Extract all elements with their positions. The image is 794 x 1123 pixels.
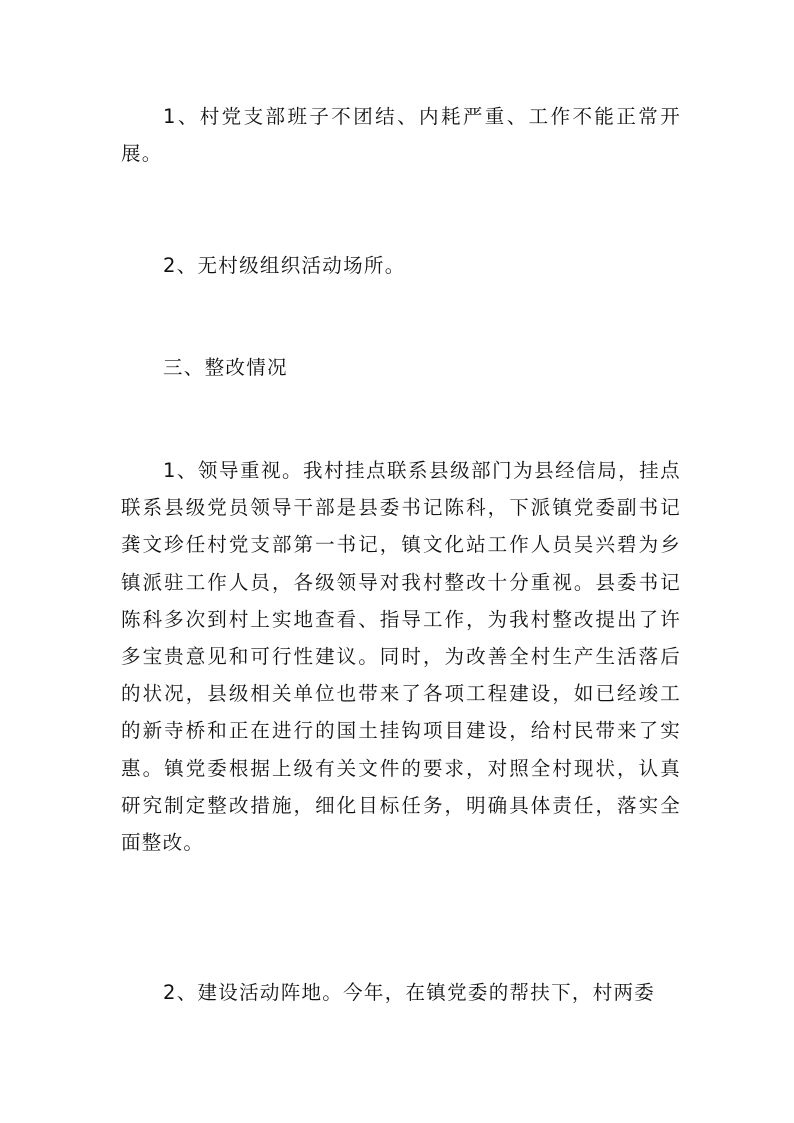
problem-item-2: 2、无村级组织活动场所。 bbox=[163, 254, 406, 277]
rectification-item-1: 1、领导重视。我村挂点联系县级部门为县经信局，挂点联系县级党员领导干部是县委书记陈科，下派镇党委副书记龚文珍任村党支部第一书记，镇文化站工作人员吴兴碧为乡镇派驻工作人员，各级领导对我村整改十分重视。县委书记陈科多次到村上实地查看、指导工作，为我村整改提出了许多宝贵意见和可行性建议。同时，为改善全村生产生活落后的状况，县级相关单位也带来了各项工程建设，如已经竣工的新寺桥和正在进行的国土挂钩项目建设，给村民带来了实惠。镇党委根据上级有关文件的要求，对照全村现状，认真研究制定整改措施，细化目标任务，明确具体责任，落实全面整改。 bbox=[121, 459, 681, 855]
problem-item-1: 1、村党支部班子不团结、内耗严重、工作不能正常开展。 bbox=[121, 105, 681, 166]
rectification-item-2: 2、建设活动阵地。今年，在镇党委的帮扶下，村两委 bbox=[163, 981, 656, 1004]
section-heading-rectification: 三、整改情况 bbox=[163, 356, 288, 379]
